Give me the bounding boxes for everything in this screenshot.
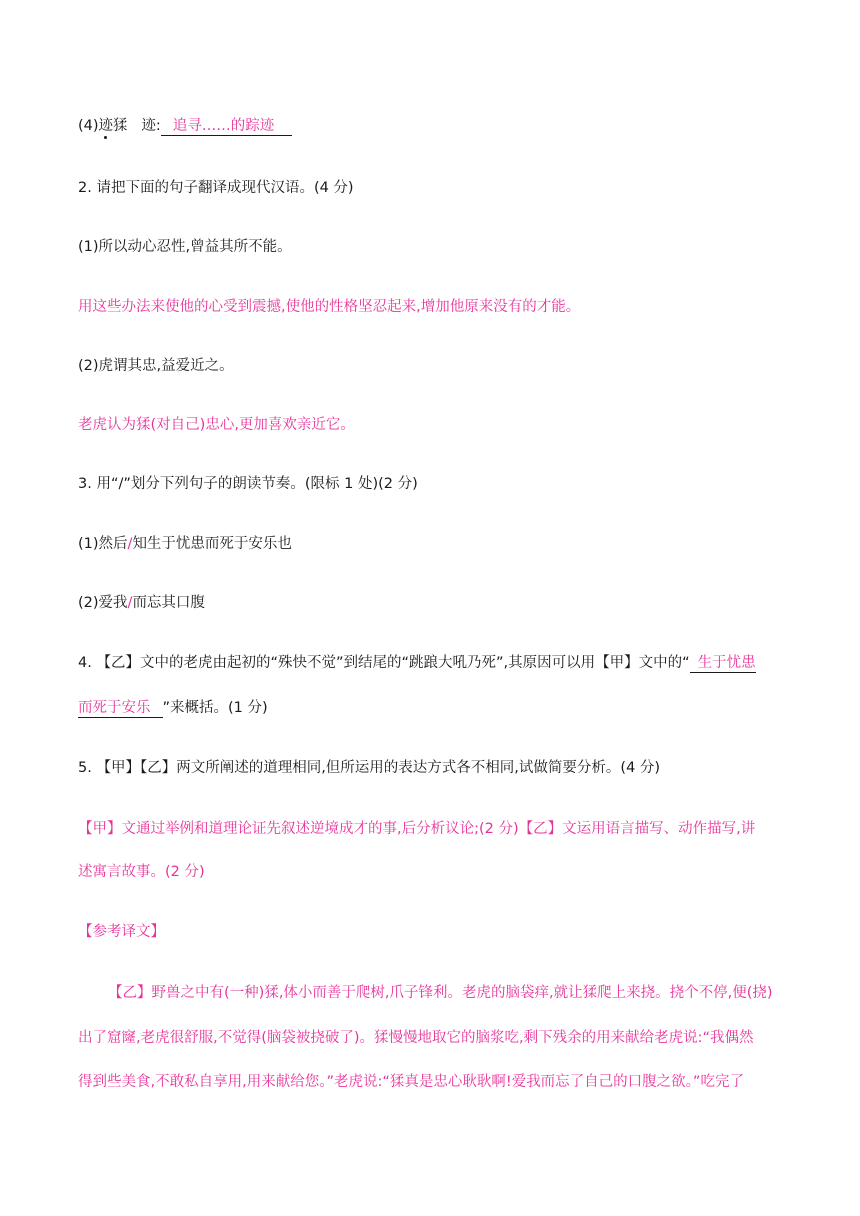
sentence-part: (1)然后 xyxy=(78,536,128,552)
question-5-answer-line-2: 述寓言故事。(2 分) xyxy=(78,864,205,880)
question-2-prompt: 2. 请把下面的句子翻译成现代汉语。(4 分) xyxy=(78,180,354,196)
question-4-line-1 xyxy=(78,653,782,673)
sentence-part: 而忘其口腹 xyxy=(132,595,205,611)
question-3-prompt: 3. 用“/”划分下列句子的朗读节奏。(限标 1 处)(2 分) xyxy=(78,476,418,492)
question-2-answer-2: 老虎认为猱(对自己)忠心,更加喜欢亲近它。 xyxy=(78,417,355,433)
translation-line-3: 得到些美食,不敢私自享用,用来献给您。”老虎说:“猱真是忠心耿耿啊!爱我而忘了自己的口腹之欲。”吃完了 xyxy=(78,1074,744,1090)
translation-heading: 【参考译文】 xyxy=(78,924,165,940)
question-4-line-2 xyxy=(78,698,782,718)
translation-line-1 xyxy=(78,983,782,1003)
question-2-answer-1: 用这些办法来使他的心受到震撼,使他的性格坚忍起来,增加他原来没有的才能。 xyxy=(78,299,581,315)
answer-text: 生于忧患 xyxy=(697,655,756,671)
question-5-answer-line-1: 【甲】文通过举例和道理论证先叙述逆境成才的事,后分析议论;(2 分)【乙】文运用语言描写、动作描写,讲 xyxy=(78,821,756,837)
rhythm-slash: / xyxy=(127,536,133,552)
question-3-sentence-2 xyxy=(78,593,782,613)
question-4-tail: ”来概括。(1 分) xyxy=(162,700,268,716)
sentence-part: (2)爱我 xyxy=(78,595,128,611)
question-4-text: 4. 【乙】文中的老虎由起初的“殊快不觉”到结尾的“跳踉大吼乃死”,其原因可以用【甲】文中的“ xyxy=(78,655,690,671)
term-label: 迹: xyxy=(141,118,161,134)
answer-blank xyxy=(690,654,756,673)
answer-blank xyxy=(78,699,163,718)
rhythm-slash: / xyxy=(127,595,133,611)
answer-text: 而死于安乐 xyxy=(78,700,151,716)
answer-text: 追寻……的踪迹 xyxy=(172,118,275,134)
question-2-sentence-1: (1)所以动心忍性,曾益其所不能。 xyxy=(78,239,292,255)
dotted-character: 迹 xyxy=(98,118,114,134)
item-number: (4) xyxy=(78,118,99,134)
answer-blank xyxy=(161,117,293,136)
translation-text: 【乙】野兽之中有(一种)猱,体小而善于爬树,爪子锋利。老虎的脑袋痒,就让猱爬上来挠。挠个不停,便(挠) xyxy=(108,985,773,1001)
translation-line-2: 出了窟窿,老虎很舒服,不觉得(脑袋被挠破了)。猱慢慢地取它的脑浆吃,剩下残余的用来献给老虎说:“我偶然 xyxy=(78,1030,754,1046)
word-remainder: 猱 xyxy=(113,118,128,134)
question-1-item-4 xyxy=(78,116,782,136)
sentence-part: 知生于忧患而死于安乐也 xyxy=(132,536,292,552)
question-2-sentence-2: (2)虎谓其忠,益爱近之。 xyxy=(78,358,234,374)
question-5-prompt: 5. 【甲】【乙】两文所阐述的道理相同,但所运用的表达方式各不相同,试做简要分析。(4 分) xyxy=(78,760,661,776)
question-3-sentence-1 xyxy=(78,534,782,554)
